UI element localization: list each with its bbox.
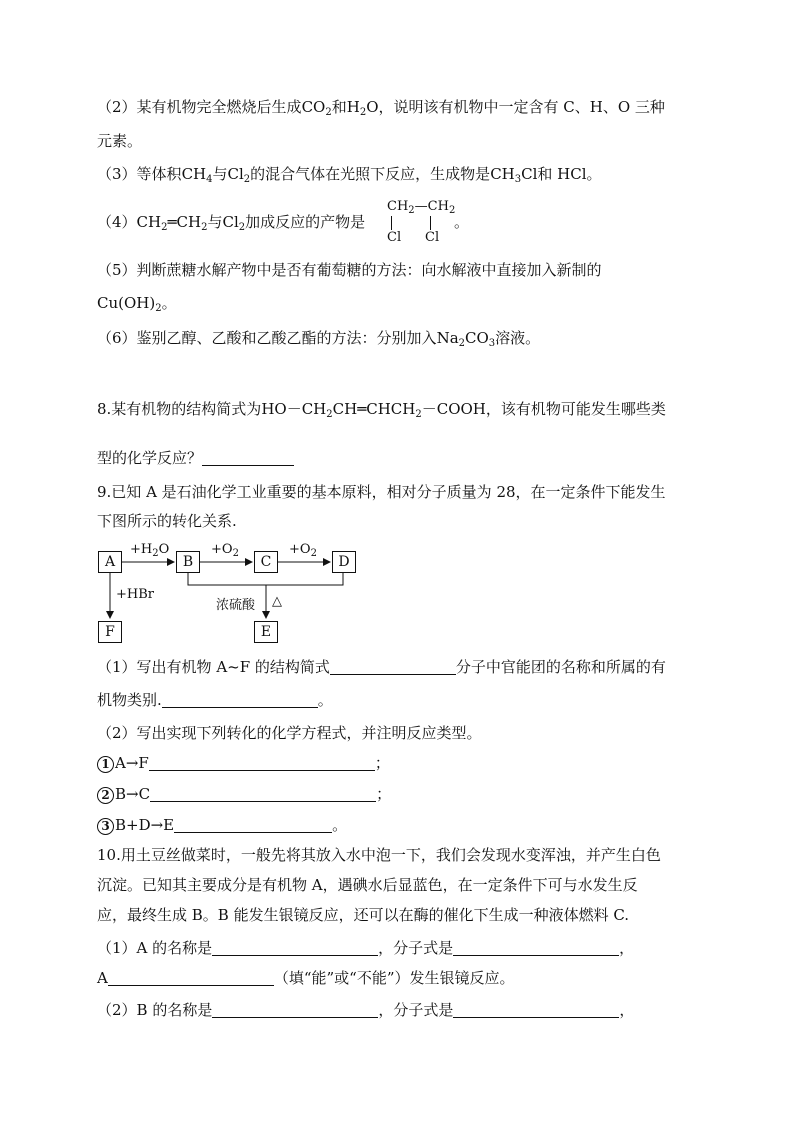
answer-blank[interactable] [108,969,274,986]
question-9-part-1: （1）写出有机物 A~F 的结构简式 分子中官能团的名称和所属的有 [97,658,666,676]
answer-blank[interactable] [453,939,619,956]
circled-number: 3 [97,818,114,835]
question-9-continued: 下图所示的转化关系. [97,512,237,530]
question-10: 10.用土豆丝做菜时，一般先将其放入水中泡一下，我们会发现水变浑浊，并产生白色 [97,846,661,864]
node-d: D [332,551,356,573]
item-4-end: 。 [454,213,470,231]
node-b: B [176,551,200,573]
question-10-part-2: （2）B 的名称是 ，分子式是 ， [97,1001,635,1019]
label-a-f: +HBr [116,587,154,602]
circled-number: 2 [97,787,114,804]
answer-blank[interactable] [453,1001,619,1018]
question-9-part-1-continued: 机物类别. 。 [97,691,333,709]
item-2: （2）某有机物完全燃烧后生成$CO_2$和$H_2O$，说明该有机物中一定含有 C、H、O 三种 [97,98,665,118]
question-10-line-2: 沉淀。已知其主要成分是有机物 A，遇碘水后显蓝色，在一定条件下可与水发生反 [97,876,638,894]
circled-number: 1 [97,756,114,773]
node-f: F [98,621,122,643]
node-c: C [254,551,278,573]
label-a-b: $+H_2O$ [130,542,170,559]
question-8-continued: 型的化学反应？ [97,447,294,469]
bracket-b-d [188,573,343,585]
node-e: E [254,621,278,643]
item-4: $(4)CH_2═CH_2$与$Cl_2$加成反应的产物是 [97,213,366,233]
question-10-line-3: 应，最终生成 B。B 能发生银镜反应，还可以在酶的催化下生成一种液体燃料 C. [97,906,630,924]
answer-blank[interactable] [212,1001,378,1018]
label-b-c: $+O_2$ [211,542,239,559]
question-9-part-2: （2）写出实现下列转化的化学方程式，并注明反应类型。 [97,724,482,742]
cl-left: Cl [387,230,402,245]
answer-blank[interactable] [212,939,378,956]
item-2-continued: 元素。 [97,132,143,150]
answer-blank[interactable] [149,754,375,771]
node-a: A [98,551,122,573]
item-6: （6）鉴别乙醇、乙酸和乙酸乙酯的方法：分别加入$Na_2CO_3$溶液。 [97,329,541,349]
equation-2: 2 B→C ； [97,783,391,805]
answer-blank[interactable] [162,691,318,708]
label-c-d: $+O_2$ [289,542,317,559]
question-8: 8.某有机物的结构简式为$HO-CH_2CH═CHCH_2-COOH$，该有机物可能发生哪些类 [97,400,666,420]
label-b-e: 浓硫酸 [216,598,256,613]
question-10-part-1-continued: A （填“能”或“不能”）发生银镜反应。 [97,969,515,987]
label-heat: △ [272,594,282,609]
question-9: 9.已知 A 是石油化学工业重要的基本原料，相对分子质量为 28，在一定条件下能发生 [97,483,666,501]
answer-blank[interactable] [150,785,376,802]
question-10-part-1: （1）A 的名称是 ，分子式是 ， [97,939,635,957]
answer-blank[interactable] [330,658,456,675]
dichloroethane-structure: $CH_2—CH_2$ [387,199,456,216]
item-5: （5）判断蔗糖水解产物中是否有葡萄糖的方法：向水解液中直接加入新制的 [97,261,602,279]
cl-right: Cl [425,230,440,245]
equation-1: 1 A→F ； [97,752,390,774]
equation-3: 3 B+D→E 。 [97,814,347,836]
item-3: （3）等体积$CH_4$与$Cl_2$的混合气体在光照下反应，生成物是$CH_3Cl$和 HCl。 [97,165,602,185]
answer-blank[interactable] [174,816,332,833]
item-5-continued: $Cu(OH)_2$。 [97,294,177,314]
